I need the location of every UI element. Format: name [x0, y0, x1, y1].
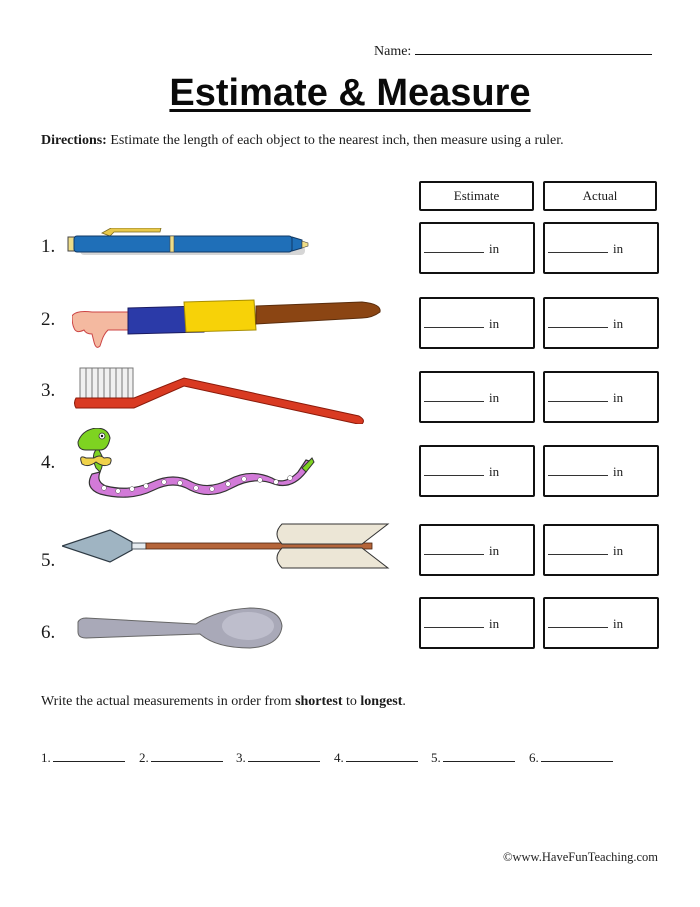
answer-blank[interactable] — [424, 627, 484, 628]
directions — [41, 131, 651, 150]
unit-label: in — [489, 241, 500, 256]
unit-label: in — [489, 464, 500, 479]
ordering-prefix: Write the actual measurements in order from — [41, 694, 296, 709]
answer-blank[interactable] — [548, 401, 608, 402]
unit-label: in — [489, 616, 500, 631]
item-number: 2. — [41, 309, 56, 330]
unit-label: in — [489, 390, 500, 405]
spoon-icon — [76, 604, 286, 652]
estimate-box[interactable] — [419, 597, 535, 649]
slot-line[interactable] — [443, 761, 515, 762]
name-field — [374, 40, 652, 60]
actual-box[interactable] — [543, 222, 659, 274]
order-slot[interactable] — [41, 750, 125, 766]
unit-label: in — [613, 616, 624, 631]
copyright-footer: ©www.HaveFunTeaching.com — [503, 850, 658, 864]
answer-blank[interactable] — [424, 327, 484, 328]
name-input-line[interactable] — [415, 40, 652, 55]
slot-number: 6. — [529, 750, 539, 765]
estimate-box[interactable] — [419, 524, 535, 576]
order-slot[interactable] — [236, 750, 320, 766]
unit-label: in — [613, 316, 624, 331]
order-slot[interactable] — [139, 750, 223, 766]
actual-box[interactable] — [543, 524, 659, 576]
unit-label: in — [613, 543, 624, 558]
item-number: 3. — [41, 380, 56, 401]
ordering-shortest: shortest — [295, 694, 343, 709]
page-title — [0, 72, 700, 115]
estimate-box[interactable] — [419, 445, 535, 497]
slot-line[interactable] — [346, 761, 418, 762]
slot-number: 1. — [41, 750, 51, 765]
answer-blank[interactable] — [424, 401, 484, 402]
pen-icon — [66, 228, 316, 262]
slot-number: 5. — [431, 750, 441, 765]
slot-line[interactable] — [53, 761, 125, 762]
slot-number: 3. — [236, 750, 246, 765]
answer-blank[interactable] — [548, 627, 608, 628]
slot-number: 2. — [139, 750, 149, 765]
slot-line[interactable] — [541, 761, 613, 762]
unit-label: in — [613, 464, 624, 479]
actual-box[interactable] — [543, 297, 659, 349]
paintbrush-icon — [72, 296, 384, 356]
slot-number: 4. — [334, 750, 344, 765]
ordering-longest: longest — [360, 694, 403, 709]
actual-box[interactable] — [543, 371, 659, 423]
ordering-suffix: . — [402, 694, 406, 709]
actual-box[interactable] — [543, 597, 659, 649]
toothbrush-icon — [74, 366, 366, 424]
title-text: Estimate & Measure — [169, 72, 531, 114]
ordering-middle: to — [342, 694, 361, 709]
answer-blank[interactable] — [548, 475, 608, 476]
item-number: 6. — [41, 622, 56, 643]
directions-text: Estimate the length of each object to the nearest inch, then measure using a ruler. — [106, 133, 564, 148]
unit-label: in — [489, 316, 500, 331]
column-header-estimate: Estimate — [419, 181, 534, 211]
estimate-box[interactable] — [419, 222, 535, 274]
snake-icon — [74, 428, 320, 504]
answer-blank[interactable] — [548, 554, 608, 555]
order-slot[interactable] — [529, 750, 613, 766]
unit-label: in — [613, 390, 624, 405]
slot-line[interactable] — [151, 761, 223, 762]
name-label: Name: — [374, 44, 412, 59]
ordering-instructions — [41, 694, 406, 710]
slot-line[interactable] — [248, 761, 320, 762]
answer-blank[interactable] — [424, 475, 484, 476]
item-number: 5. — [41, 550, 56, 571]
estimate-box[interactable] — [419, 297, 535, 349]
estimate-box[interactable] — [419, 371, 535, 423]
item-number: 1. — [41, 236, 56, 257]
answer-blank[interactable] — [424, 252, 484, 253]
order-slot[interactable] — [334, 750, 418, 766]
column-header-actual: Actual — [543, 181, 657, 211]
answer-blank[interactable] — [548, 252, 608, 253]
actual-box[interactable] — [543, 445, 659, 497]
answer-blank[interactable] — [424, 554, 484, 555]
unit-label: in — [489, 543, 500, 558]
answer-blank[interactable] — [548, 327, 608, 328]
directions-label: Directions: — [41, 133, 107, 148]
order-slot[interactable] — [431, 750, 515, 766]
arrow-icon — [62, 522, 392, 570]
item-number: 4. — [41, 452, 56, 473]
unit-label: in — [613, 241, 624, 256]
